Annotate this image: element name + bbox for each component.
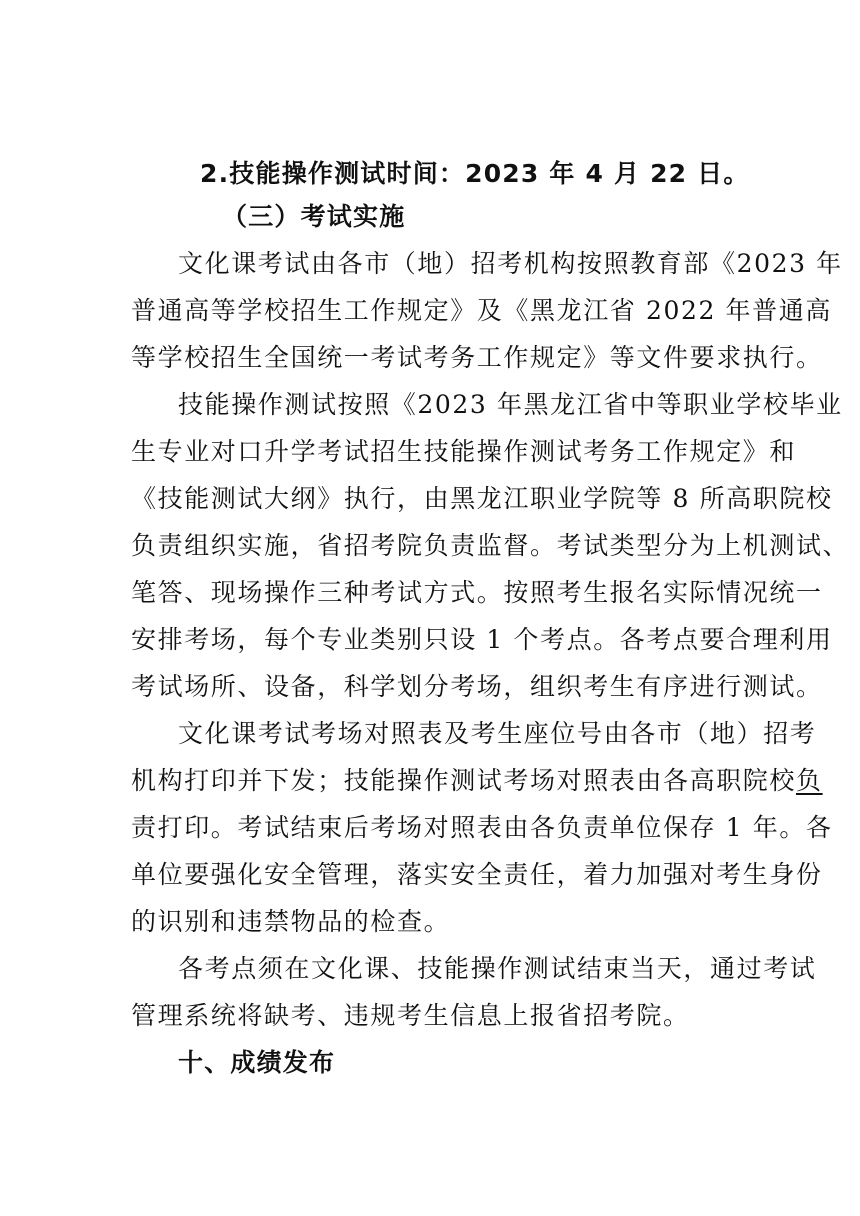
paragraph-text: 机构打印并下发；技能操作测试考场对照表由各高职院校 xyxy=(131,766,797,795)
paragraph-line: 负责组织实施，省招考院负责监督。考试类型分为上机测试、 xyxy=(131,531,850,560)
paragraph-line: 责打印。考试结束后考场对照表由各负责单位保存 1 年。各 xyxy=(131,813,833,842)
paragraph-line: 文化课考试由各市（地）招考机构按照教育部《2023 年 xyxy=(178,249,843,278)
paragraph-line: 笔答、现场操作三种考试方式。按照考生报名实际情况统一 xyxy=(131,578,823,607)
skill-test-time-heading: 2.技能操作测试时间：2023 年 4 月 22 日。 xyxy=(200,159,750,188)
paragraph-line: 普通高等学校招生工作规定》及《黑龙江省 2022 年普通高 xyxy=(131,296,832,325)
paragraph-line: 等学校招生全国统一考试考务工作规定》等文件要求执行。 xyxy=(131,343,823,372)
underlined-text: 负 xyxy=(796,766,823,795)
paragraph-line: 生专业对口升学考试招生技能操作测试考务工作规定》和 xyxy=(131,437,797,466)
paragraph-line: 《技能测试大纲》执行，由黑龙江职业学院等 8 所高职院校 xyxy=(131,484,833,513)
exam-implementation-heading: （三）考试实施 xyxy=(222,202,406,231)
paragraph-line: 文化课考试考场对照表及考生座位号由各市（地）招考 xyxy=(178,719,817,748)
paragraph-line: 技能操作测试按照《2023 年黑龙江省中等职业学校毕业 xyxy=(178,390,843,419)
paragraph-line: 考试场所、设备，科学划分考场，组织考生有序进行测试。 xyxy=(131,672,823,701)
paragraph-line: 单位要强化安全管理，落实安全责任，着力加强对考生身份 xyxy=(131,860,823,889)
paragraph-line xyxy=(131,765,823,797)
paragraph-line: 安排考场，每个专业类别只设 1 个考点。各考点要合理利用 xyxy=(131,625,833,654)
paragraph-line: 各考点须在文化课、技能操作测试结束当天，通过考试 xyxy=(178,954,817,983)
results-release-heading: 十、成绩发布 xyxy=(178,1048,336,1077)
paragraph-line: 的识别和违禁物品的检查。 xyxy=(131,907,451,936)
paragraph-line: 管理系统将缺考、违规考生信息上报省招考院。 xyxy=(131,1001,690,1030)
